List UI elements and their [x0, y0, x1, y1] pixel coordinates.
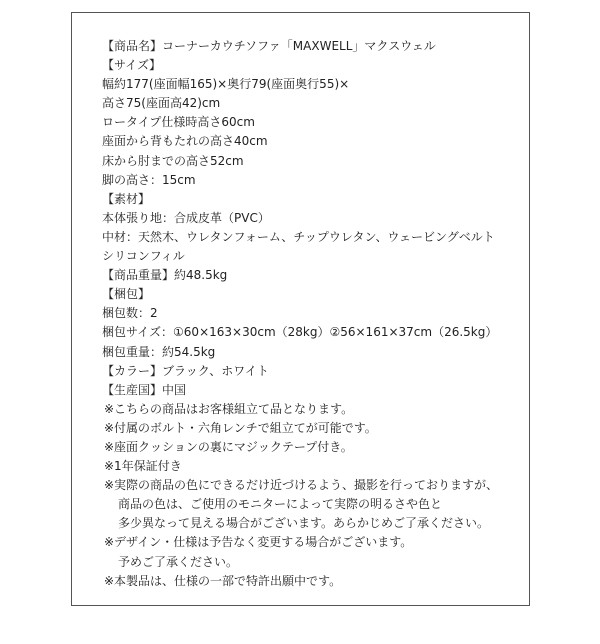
spec-line-low-height: ロータイプ仕様時高さ60cm: [102, 115, 255, 130]
spec-line-origin: 【生産国】中国: [102, 382, 187, 397]
spec-line-size-height: 高さ75(座面高42)cm: [102, 96, 221, 111]
note-color-2: 商品の色は、ご使用のモニターによって実際の明るさや色と: [118, 497, 443, 512]
spec-line-color: 【カラー】ブラック、ホワイト: [102, 363, 269, 378]
note-assembly: ※こちらの商品はお客様組立て品となります。: [104, 401, 354, 416]
spec-line-product-name: 【商品名】コーナーカウチソファ「MAXWELL」マクスウェル: [102, 39, 436, 53]
note-warranty: ※1年保証付き: [104, 459, 182, 474]
note-patent: ※本製品は、仕様の一部で特許出願中です。: [104, 573, 342, 588]
spec-heading-material: 【素材】: [102, 191, 151, 206]
spec-line-package-count: 梱包数：2: [102, 306, 158, 321]
spec-line-upholstery: 本体張り地：合成皮革（PVC）: [102, 210, 270, 225]
spec-heading-size: 【サイズ】: [102, 58, 162, 73]
spec-line-filling: 中材：天然木、ウレタンフォーム、チップウレタン、ウェービングベルト: [102, 229, 495, 244]
spec-line-weight: 【商品重量】約48.5kg: [102, 268, 228, 283]
spec-line-backrest-height: 座面から背もたれの高さ40cm: [102, 134, 268, 149]
spec-line-armrest-height: 床から肘までの高さ52cm: [102, 153, 244, 168]
note-design-change: ※デザイン・仕様は予告なく変更する場合がございます。: [104, 535, 413, 550]
spec-heading-packing: 【梱包】: [102, 287, 151, 302]
spec-list: [102, 37, 498, 591]
spec-line-filling-cont: シリコンフィル: [102, 249, 185, 264]
note-design-change-2: 予めご了承ください。: [118, 554, 239, 569]
note-tools: ※付属のボルト・六角レンチで組立てが可能です。: [104, 420, 377, 435]
spec-line-size-width: 幅約177(座面幅165)×奥行79(座面奥行55)×: [102, 77, 350, 92]
spec-line-package-size: 梱包サイズ：①60×163×30cm（28kg）②56×161×37cm（26.5kg）: [102, 325, 498, 340]
note-color-3: 多少異なって見える場合がございます。あらかじめご了承ください。: [118, 516, 490, 531]
note-color-1: ※実際の商品の色にできるだけ近づけるよう、撮影を行っておりますが、: [104, 478, 499, 493]
spec-line-package-weight: 梱包重量：約54.5kg: [102, 344, 216, 359]
spec-line-leg-height: 脚の高さ：15cm: [102, 172, 196, 187]
note-velcro: ※座面クッションの裏にマジックテープ付き。: [104, 439, 353, 454]
